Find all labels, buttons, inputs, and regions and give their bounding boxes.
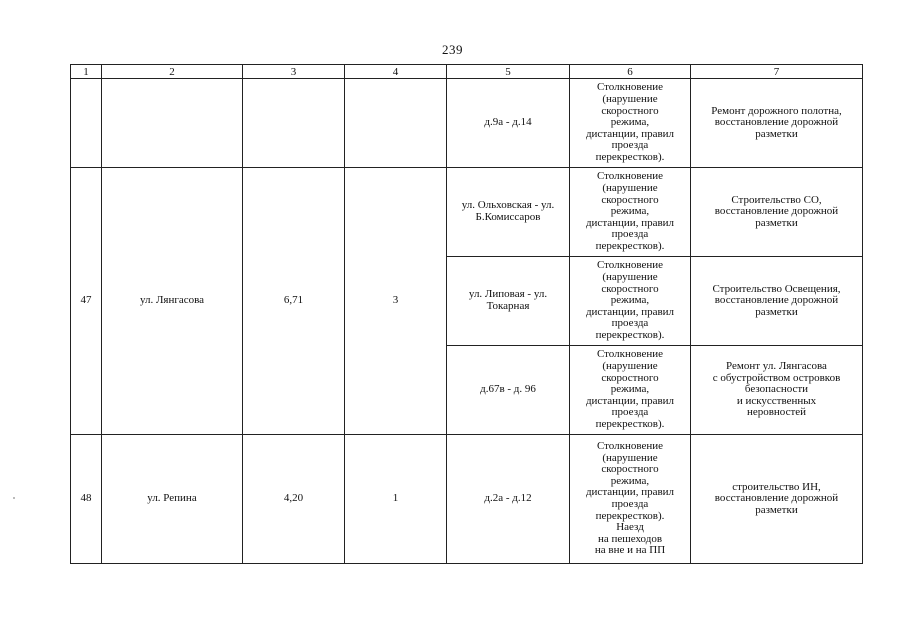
incident-cell (570, 257, 691, 346)
section-cell: д.67в - д. 96 (447, 346, 570, 435)
incident-line: режима, (610, 116, 650, 129)
measures-line: разметки (755, 503, 798, 516)
measures-line: Ремонт ул. Лянгасова (726, 360, 827, 373)
section-line: Б.Комиссаров (475, 211, 541, 223)
incident-cell (570, 79, 691, 168)
measures-line: Строительство Освещения, (712, 282, 841, 295)
incident-line: скоростного (601, 193, 659, 206)
section-line: Токарная (486, 300, 530, 312)
section-cell (447, 168, 570, 257)
row-number-cell (71, 79, 102, 168)
col-header-6: 6 (570, 65, 691, 79)
measures-line: Строительство СО, (731, 193, 822, 206)
measures-line: строительство ИН, (732, 480, 821, 493)
length-cell (243, 79, 345, 168)
street-cell: ул. Лянгасова (102, 168, 243, 435)
measures-cell (691, 346, 863, 435)
column-number-row (71, 65, 863, 79)
street-cell (102, 79, 243, 168)
col-header-5: 5 (447, 65, 570, 79)
measures-line: восстановление дорожной (714, 294, 839, 307)
section-cell (447, 257, 570, 346)
incident-line: перекрестков). (595, 239, 665, 252)
incident-line: проезда (611, 498, 649, 510)
incident-line: Столкновение (596, 440, 664, 453)
section-cell: д.2а - д.12 (447, 435, 570, 564)
row-number-cell: 47 (71, 168, 102, 435)
incident-line: (нарушение (602, 360, 658, 373)
col-header-2: 2 (102, 65, 243, 79)
measures-line: восстановление дорожной (714, 492, 839, 505)
col-header-7: 7 (691, 65, 863, 79)
col-header-3: 3 (243, 65, 345, 79)
measures-cell (691, 168, 863, 257)
measures-cell (691, 257, 863, 346)
incident-line: дистанции, правил (585, 305, 675, 318)
measures-line: восстановление дорожной (714, 116, 839, 129)
length-cell: 6,71 (243, 168, 345, 435)
page-number: 239 (442, 42, 463, 57)
incident-line: режима, (610, 205, 650, 218)
incident-cell (570, 435, 691, 564)
incident-line: Наезд (616, 521, 644, 534)
incident-line: проезда (611, 406, 649, 419)
incident-line: на вне и на ПП (594, 544, 666, 557)
incident-line: перекрестков). (595, 509, 665, 522)
measures-line: разметки (755, 305, 798, 318)
section-line: ул. Липовая - ул. (468, 288, 548, 301)
accident-count-cell: 1 (345, 435, 447, 564)
incident-line: на пешеходов (597, 532, 663, 545)
measures-line: неровностей (746, 406, 807, 419)
incident-cell (570, 168, 691, 257)
incident-line: (нарушение (602, 451, 658, 464)
incident-line: проезда (611, 139, 649, 152)
street-cell: ул. Репина (102, 435, 243, 564)
incident-line: режима, (610, 294, 650, 307)
measures-line: безопасности (744, 383, 809, 396)
incident-line: Столкновение (596, 348, 664, 361)
measures-line: Ремонт дорожного полотна, (711, 104, 842, 117)
incident-line: перекрестков). (595, 150, 665, 163)
incident-line: проезда (611, 228, 649, 241)
incident-line: дистанции, правил (585, 394, 675, 407)
section-cell: д.9а - д.14 (447, 79, 570, 168)
incident-line: (нарушение (602, 93, 658, 106)
incident-line: (нарушение (602, 182, 658, 195)
measures-cell (691, 435, 863, 564)
incident-cell (570, 346, 691, 435)
length-cell: 4,20 (243, 435, 345, 564)
incident-line: перекрестков). (595, 328, 665, 341)
measures-line: с обустройством островков (712, 371, 841, 384)
incident-line: (нарушение (602, 271, 658, 284)
incident-line: Столкновение (596, 170, 664, 183)
accident-count-cell: 3 (345, 168, 447, 435)
incident-line: скоростного (601, 371, 659, 384)
incident-line: режима, (610, 474, 650, 487)
table-row (71, 168, 863, 257)
accident-count-cell (345, 79, 447, 168)
incident-line: перекрестков). (595, 417, 665, 430)
incident-line: дистанции, правил (585, 216, 675, 229)
incident-line: дистанции, правил (585, 127, 675, 140)
incident-line: скоростного (601, 104, 659, 117)
incident-line: дистанции, правил (585, 486, 675, 499)
table-row (71, 79, 863, 168)
section-line: ул. Ольховская - ул. (461, 199, 555, 212)
measures-line: восстановление дорожной (714, 205, 839, 218)
measures-cell (691, 79, 863, 168)
incident-line: Столкновение (596, 259, 664, 272)
col-header-1: 1 (71, 65, 102, 79)
incident-line: проезда (611, 317, 649, 330)
measures-line: разметки (755, 127, 798, 140)
table-row (71, 435, 863, 564)
col-header-4: 4 (345, 65, 447, 79)
row-number-cell: 48 (71, 435, 102, 564)
scan-speck (13, 497, 15, 499)
measures-line: и искусственных (736, 394, 817, 407)
incident-line: Столкновение (596, 81, 664, 94)
measures-line: разметки (755, 216, 798, 229)
incident-line: скоростного (601, 463, 659, 476)
accident-sites-table (70, 64, 863, 564)
incident-line: режима, (610, 383, 650, 396)
incident-line: скоростного (601, 282, 659, 295)
